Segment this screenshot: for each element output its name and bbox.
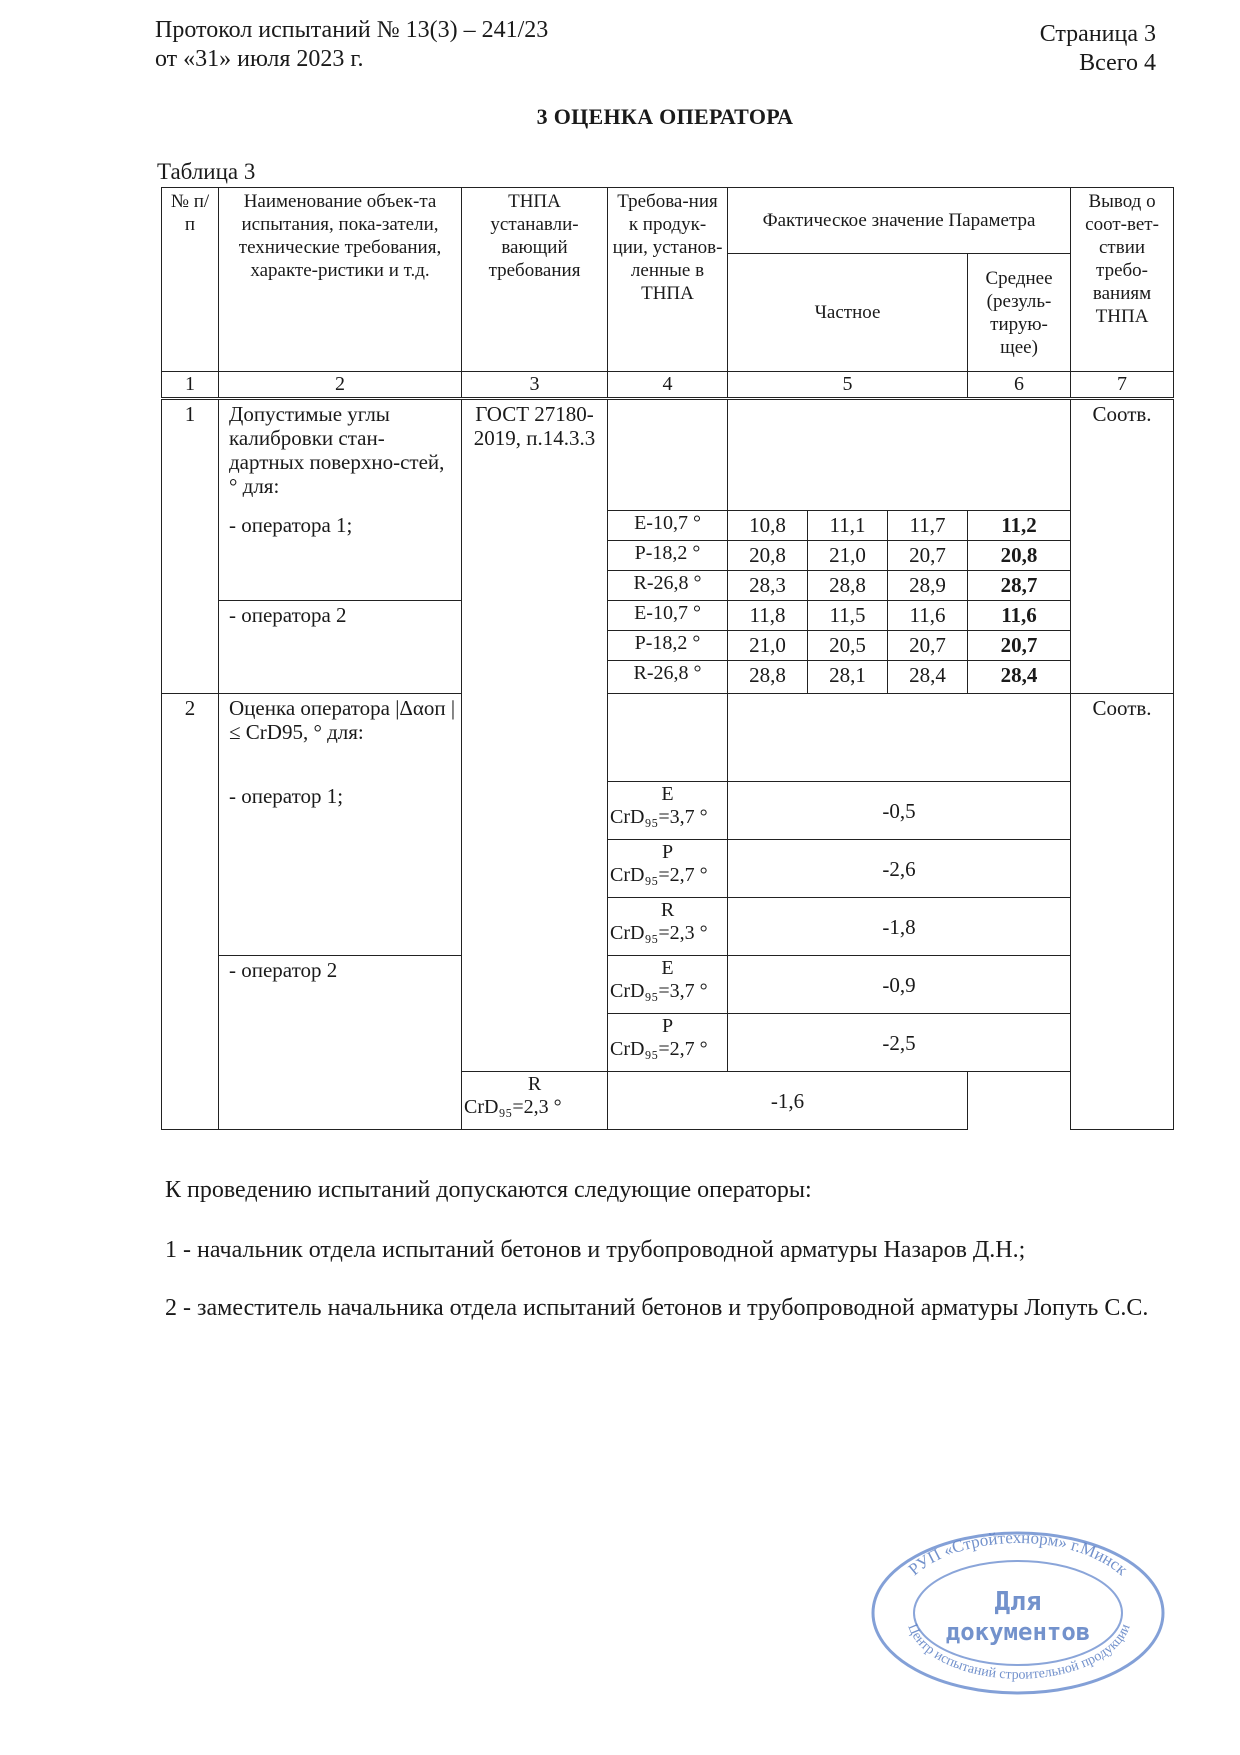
dev-op2-e: -0,9 [728, 956, 1071, 1014]
row-1-tnpa: ГОСТ 27180-2019, п.14.3.3 [462, 399, 608, 1072]
op1-r-v2: 28,8 [808, 571, 888, 601]
op2-e-v3: 11,6 [888, 601, 968, 631]
op2-e-v1: 11,8 [728, 601, 808, 631]
stamp-ring-bottom: Центр испытаний строительной продукции [904, 1621, 1134, 1683]
dev-op2-r: -1,6 [608, 1072, 968, 1130]
op2-r-v1: 28,8 [728, 661, 808, 694]
col-number-5: 5 [728, 372, 968, 399]
op1-e-v2: 11,1 [808, 511, 888, 541]
req-op2-r: R-26,8 ° [608, 661, 728, 694]
header-col-conclusion: Вывод о соот-вет-ствии требо-ваниям ТНПА [1071, 188, 1174, 372]
operator-1-note: 1 - начальник отдела испытаний бетонов и трубопроводной арматуры Назаров Д.Н.; [165, 1237, 1026, 1263]
stamp-line-2: документов [945, 1618, 1091, 1646]
row-2-name: Оценка оператора |Δαоп | ≤ CrD95, ° для: [219, 694, 462, 782]
col-number-3: 3 [462, 372, 608, 399]
op2-r-v3: 28,4 [888, 661, 968, 694]
protocol-number: Протокол испытаний № 13(3) – 241/23 [155, 17, 549, 43]
req-op1-p: P-18,2 ° [608, 541, 728, 571]
row-1-values-blank [728, 399, 1071, 511]
crd-op2-r [462, 1072, 608, 1130]
stamp-graphic [868, 1525, 1168, 1695]
header-col-number: № п/п [162, 188, 219, 372]
stamp-ring-top: РУП «Стройтехнорм» г.Минск [904, 1527, 1132, 1580]
row-2-number: 2 [162, 694, 219, 1130]
op2-p-v1: 21,0 [728, 631, 808, 661]
op1-p-v3: 20,7 [888, 541, 968, 571]
dev-op1-e: -0,5 [728, 782, 1071, 840]
op1-r-v1: 28,3 [728, 571, 808, 601]
row-1-number: 1 [162, 399, 219, 694]
req-op1-e: E-10,7 ° [608, 511, 728, 541]
row-2-operator-1: - оператор 1; [219, 782, 462, 956]
results-table [161, 187, 1174, 1130]
col-number-4: 4 [608, 372, 728, 399]
section-title: 3 ОЦЕНКА ОПЕРАТОРА [536, 104, 794, 129]
header-col-requirements: Требова-ния к продук-ции, установ-ленные в ТНПА [608, 188, 728, 372]
crd-op1-p-letter: P [661, 841, 674, 863]
dev-op1-r: -1,8 [728, 898, 1071, 956]
col-number-1: 1 [162, 372, 219, 399]
crd-op1-r-value: CrD₉₅=2,3 ° [610, 922, 708, 944]
crd-op1-p [608, 840, 728, 898]
op1-p-avg: 20,8 [968, 541, 1071, 571]
header-col-average: Среднее (резуль-тирую-щее) [968, 254, 1071, 372]
row-1-conclusion: Соотв. [1071, 399, 1174, 694]
header-col-tnpa: ТНПА устанавли-вающий требования [462, 188, 608, 372]
op1-e-avg: 11,2 [968, 511, 1071, 541]
organization-stamp [868, 1525, 1168, 1695]
crd-op2-p [608, 1014, 728, 1072]
row-1-name-text: Допустимые углы калибровки стан-дартных поверхно-стей, ° для: [229, 402, 445, 498]
col-number-6: 6 [968, 372, 1071, 399]
crd-op2-e-value: CrD₉₅=3,7 ° [610, 980, 708, 1002]
crd-op2-r-value: CrD₉₅=2,3 ° [464, 1096, 562, 1118]
operators-intro: К проведению испытаний допускаются следующие операторы: [165, 1177, 812, 1203]
op1-p-v2: 21,0 [808, 541, 888, 571]
crd-op1-p-value: CrD₉₅=2,7 ° [610, 864, 708, 886]
op2-p-v3: 20,7 [888, 631, 968, 661]
op2-e-avg: 11,6 [968, 601, 1071, 631]
header-col-name: Наименование объек-та испытания, пока-затели, технические требования, характе-ристики и т.д. [219, 188, 462, 372]
req-op2-p: P-18,2 ° [608, 631, 728, 661]
dev-op1-p: -2,6 [728, 840, 1071, 898]
page-total: Всего 4 [1079, 50, 1156, 76]
crd-op2-e-letter: E [661, 957, 674, 979]
req-op1-r: R-26,8 ° [608, 571, 728, 601]
row-1-operator-2: - оператора 2 [219, 601, 462, 694]
op2-e-v2: 11,5 [808, 601, 888, 631]
req-op2-e: E-10,7 ° [608, 601, 728, 631]
crd-op1-r [608, 898, 728, 956]
dev-op2-p: -2,5 [728, 1014, 1071, 1072]
op1-r-v3: 28,9 [888, 571, 968, 601]
op1-e-v1: 10,8 [728, 511, 808, 541]
crd-op1-e [608, 782, 728, 840]
crd-op2-r-letter: R [527, 1073, 542, 1095]
crd-op2-p-letter: P [661, 1015, 674, 1037]
row-2-values-blank [728, 694, 1071, 782]
crd-op2-e [608, 956, 728, 1014]
row-2-conclusion: Соотв. [1071, 694, 1174, 1130]
header-col-actual: Фактическое значение Параметра [728, 188, 1071, 254]
row-2-req-blank [608, 694, 728, 782]
op1-e-v3: 11,7 [888, 511, 968, 541]
op2-p-avg: 20,7 [968, 631, 1071, 661]
op1-r-avg: 28,7 [968, 571, 1071, 601]
row-2-operator-2: - оператор 2 [219, 956, 462, 1130]
row-1-req-blank [608, 399, 728, 511]
stamp-line-1: Для [994, 1587, 1042, 1617]
page-number: Страница 3 [1039, 21, 1156, 47]
operator-2-note: 2 - заместитель начальника отдела испытаний бетонов и трубопроводной арматуры Лопуть С.С. [165, 1295, 1149, 1321]
row-1-name [219, 399, 462, 511]
col-number-2: 2 [219, 372, 462, 399]
op2-p-v2: 20,5 [808, 631, 888, 661]
protocol-date: от «31» июля 2023 г. [155, 46, 364, 72]
crd-op1-e-letter: E [661, 783, 674, 805]
crd-op1-e-value: CrD₉₅=3,7 ° [610, 806, 708, 828]
crd-op1-r-letter: R [660, 899, 675, 921]
row-1-operator-1: - оператора 1; [219, 511, 462, 601]
table-caption: Таблица 3 [157, 159, 256, 184]
col-number-7: 7 [1071, 372, 1174, 399]
header-col-partial: Частное [728, 254, 968, 372]
op2-r-avg: 28,4 [968, 661, 1071, 694]
op1-p-v1: 20,8 [728, 541, 808, 571]
crd-op2-p-value: CrD₉₅=2,7 ° [610, 1038, 708, 1060]
op2-r-v2: 28,1 [808, 661, 888, 694]
